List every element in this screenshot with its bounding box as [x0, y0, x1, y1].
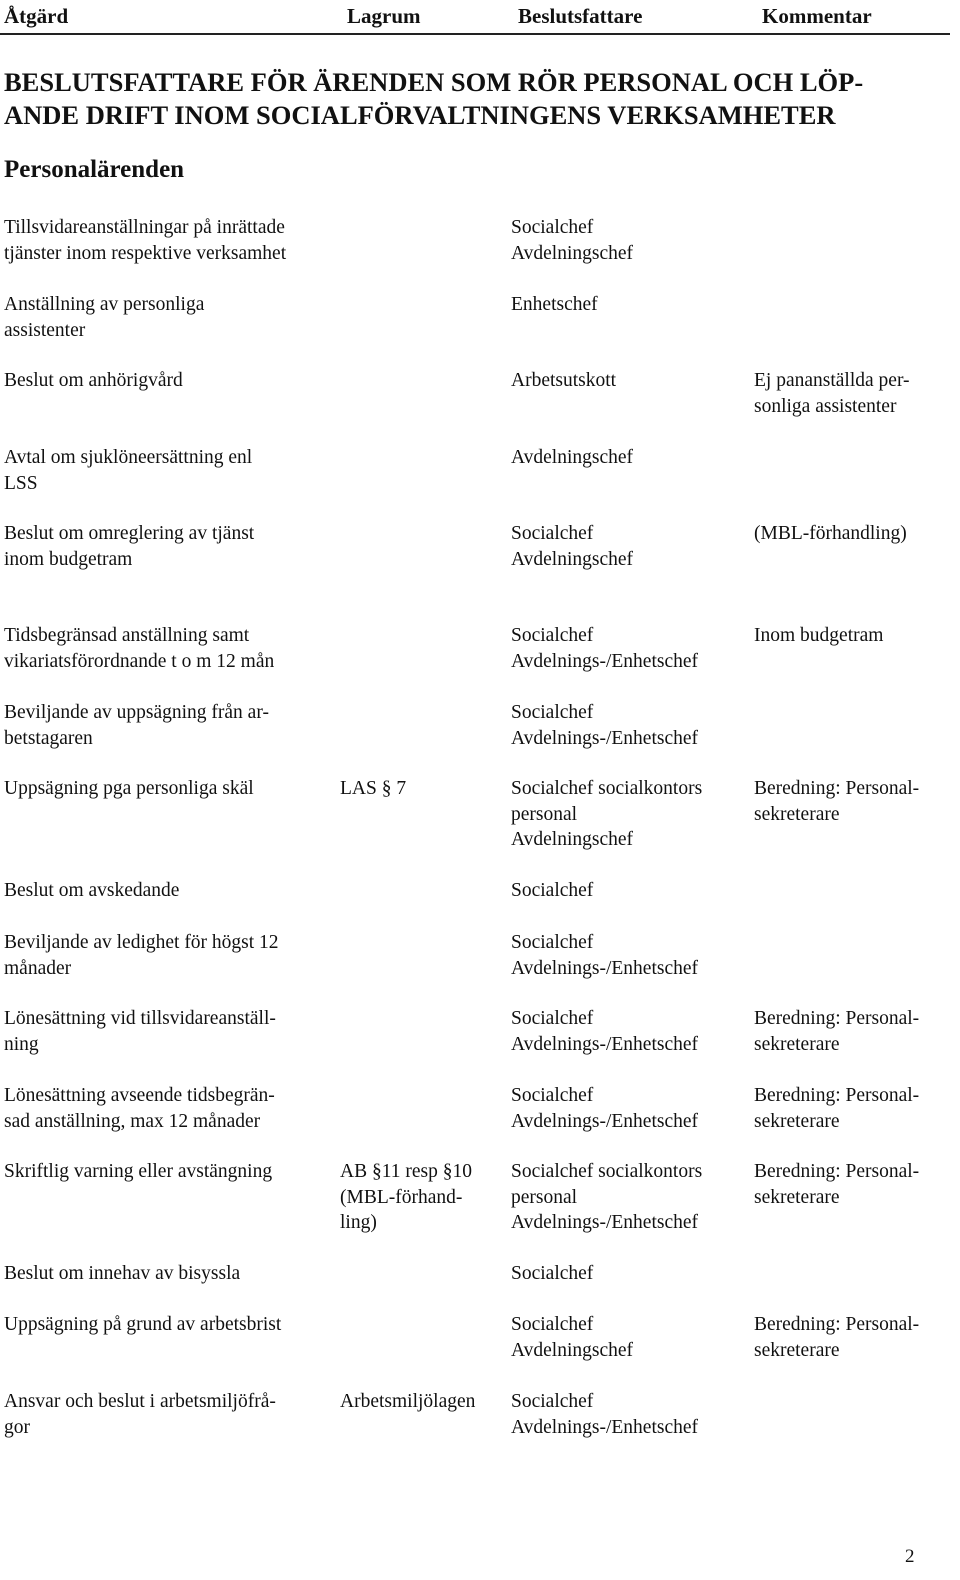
cell-atgard: [4, 1159, 272, 1185]
cell-lagrum: [340, 1389, 475, 1415]
cell-beslutsfattare-line: Enhetschef: [511, 294, 598, 315]
cell-atgard-line: ning: [4, 1033, 39, 1055]
cell-kommentar: [754, 1312, 919, 1363]
cell-atgard: [4, 1389, 276, 1440]
cell-atgard-line: inom budgetram: [4, 548, 133, 570]
column-header-kommentar: Kommentar: [762, 4, 872, 28]
cell-beslutsfattare-line: Avdelnings-/Enhetschef: [511, 1033, 699, 1055]
cell-kommentar: [754, 1083, 919, 1134]
cell-kommentar: [754, 1006, 919, 1057]
cell-atgard: [4, 1312, 281, 1338]
cell-atgard-line: månader: [4, 957, 72, 979]
cell-kommentar-line: Beredning: Personal-: [754, 1161, 920, 1182]
cell-atgard-line: Uppsägning på grund av arbetsbrist: [4, 1314, 282, 1335]
cell-atgard-line: Tillsvidareanställningar på inrättade: [4, 217, 285, 238]
cell-atgard-line: LSS: [4, 472, 38, 494]
cell-beslutsfattare-line: Arbetsutskott: [511, 370, 617, 391]
cell-beslutsfattare-line: Socialchef: [511, 217, 594, 238]
cell-atgard-line: Beviljande av uppsägning från ar-: [4, 702, 269, 723]
cell-atgard-line: Uppsägning pga personliga skäl: [4, 778, 254, 799]
cell-atgard-line: Anställning av personliga: [4, 294, 205, 315]
cell-kommentar-line: sekreterare: [754, 803, 840, 825]
cell-beslutsfattare-line: Socialchef socialkontors: [511, 1161, 703, 1182]
cell-atgard: [4, 215, 286, 266]
section-heading: Personalärenden: [4, 156, 185, 183]
cell-beslutsfattare-line: Avdelnings-/Enhetschef: [511, 957, 699, 979]
cell-beslutsfattare-line: personal: [511, 1186, 578, 1208]
cell-beslutsfattare-line: Socialchef: [511, 1314, 594, 1335]
cell-beslutsfattare-line: Socialchef socialkontors: [511, 778, 703, 799]
cell-atgard: [4, 445, 252, 496]
cell-beslutsfattare: [511, 1006, 698, 1057]
cell-kommentar-line: sekreterare: [754, 1339, 840, 1361]
cell-beslutsfattare-line: Socialchef: [511, 702, 594, 723]
cell-kommentar-line: sekreterare: [754, 1186, 840, 1208]
cell-kommentar-line: sekreterare: [754, 1033, 840, 1055]
cell-atgard-line: Ansvar och beslut i arbetsmiljöfrå-: [4, 1391, 276, 1412]
cell-beslutsfattare: [511, 878, 593, 904]
cell-beslutsfattare-line: Socialchef: [511, 1085, 594, 1106]
cell-atgard: [4, 1261, 240, 1287]
cell-beslutsfattare: [511, 445, 633, 471]
cell-atgard-line: sad anställning, max 12 månader: [4, 1110, 261, 1132]
cell-atgard: [4, 292, 204, 343]
cell-atgard-line: vikariatsförordnande t o m 12 mån: [4, 650, 275, 672]
cell-lagrum: [340, 776, 406, 802]
cell-beslutsfattare-line: Socialchef: [511, 523, 594, 544]
cell-kommentar: [754, 623, 883, 649]
cell-kommentar-line: Beredning: Personal-: [754, 1085, 920, 1106]
cell-kommentar-line: Beredning: Personal-: [754, 778, 920, 799]
cell-atgard-line: assistenter: [4, 319, 86, 341]
cell-beslutsfattare: [511, 368, 616, 394]
cell-beslutsfattare-line: Avdelningschef: [511, 1339, 634, 1361]
cell-atgard: [4, 1083, 275, 1134]
cell-atgard: [4, 521, 254, 572]
cell-beslutsfattare: [511, 1159, 702, 1236]
cell-atgard: [4, 368, 183, 394]
cell-beslutsfattare: [511, 930, 698, 981]
document-title-line-2: ANDE DRIFT INOM SOCIALFÖRVALTNINGENS VERKSAMHETER: [4, 100, 836, 130]
cell-beslutsfattare-line: Avdelnings-/Enhetschef: [511, 1212, 699, 1234]
cell-atgard-line: Beslut om omreglering av tjänst: [4, 523, 255, 544]
cell-lagrum-line: Arbetsmiljölagen: [340, 1391, 476, 1412]
page-number: 2: [905, 1546, 915, 1567]
cell-kommentar: [754, 521, 907, 547]
cell-atgard-line: Avtal om sjuklöneersättning enl: [4, 447, 253, 468]
cell-kommentar: [754, 368, 910, 419]
column-header-lagrum: Lagrum: [347, 4, 421, 28]
cell-beslutsfattare-line: Avdelnings-/Enhetschef: [511, 1110, 699, 1132]
cell-lagrum-line: (MBL-förhand-: [340, 1186, 463, 1208]
cell-atgard-line: Beslut om anhörigvård: [4, 370, 183, 391]
cell-beslutsfattare: [511, 1312, 633, 1363]
cell-lagrum: [340, 1159, 472, 1236]
cell-beslutsfattare-line: Socialchef: [511, 1263, 594, 1284]
cell-beslutsfattare: [511, 623, 698, 674]
cell-atgard: [4, 776, 254, 802]
cell-lagrum-line: AB §11 resp §10: [340, 1161, 472, 1182]
cell-beslutsfattare-line: personal: [511, 803, 578, 825]
cell-atgard-line: Tidsbegränsad anställning samt: [4, 625, 250, 646]
cell-atgard-line: Lönesättning vid tillsvidareanställ-: [4, 1008, 276, 1029]
cell-kommentar-line: Beredning: Personal-: [754, 1008, 920, 1029]
cell-kommentar-line: sekreterare: [754, 1110, 840, 1132]
cell-beslutsfattare: [511, 1083, 698, 1134]
cell-beslutsfattare-line: Avdelningschef: [511, 548, 634, 570]
cell-lagrum-line: ling): [340, 1212, 377, 1234]
cell-atgard: [4, 1006, 276, 1057]
cell-beslutsfattare: [511, 521, 633, 572]
cell-atgard-line: Skriftlig varning eller avstängning: [4, 1161, 273, 1182]
cell-kommentar-line: (MBL-förhandling): [754, 523, 907, 544]
cell-atgard-line: Beslut om innehav av bisyssla: [4, 1263, 241, 1284]
cell-beslutsfattare-line: Socialchef: [511, 1008, 594, 1029]
cell-beslutsfattare-line: Socialchef: [511, 880, 594, 901]
cell-beslutsfattare-line: Avdelnings-/Enhetschef: [511, 650, 699, 672]
cell-beslutsfattare-line: Avdelningschef: [511, 242, 634, 264]
cell-beslutsfattare-line: Socialchef: [511, 625, 594, 646]
cell-beslutsfattare: [511, 215, 633, 266]
cell-atgard-line: Beviljande av ledighet för högst 12: [4, 932, 279, 953]
cell-kommentar-line: Inom budgetram: [754, 625, 884, 646]
cell-beslutsfattare: [511, 1389, 698, 1440]
cell-beslutsfattare-line: Avdelningschef: [511, 829, 634, 851]
cell-kommentar-line: Beredning: Personal-: [754, 1314, 920, 1335]
cell-kommentar-line: Ej pananställda per-: [754, 370, 910, 391]
cell-lagrum-line: LAS § 7: [340, 778, 407, 799]
cell-kommentar-line: sonliga assistenter: [754, 395, 897, 417]
cell-kommentar: [754, 776, 919, 827]
cell-atgard: [4, 700, 269, 751]
cell-atgard-line: tjänster inom respektive verksamhet: [4, 242, 287, 264]
cell-beslutsfattare: [511, 776, 702, 853]
cell-kommentar: [754, 1159, 919, 1210]
cell-beslutsfattare-line: Avdelnings-/Enhetschef: [511, 1416, 699, 1438]
cell-beslutsfattare-line: Socialchef: [511, 932, 594, 953]
cell-beslutsfattare-line: Avdelningschef: [511, 447, 634, 468]
cell-beslutsfattare: [511, 292, 598, 318]
cell-atgard-line: Beslut om avskedande: [4, 880, 180, 901]
cell-beslutsfattare-line: Avdelnings-/Enhetschef: [511, 727, 699, 749]
cell-atgard: [4, 930, 279, 981]
cell-beslutsfattare: [511, 700, 698, 751]
column-header-atgard: Åtgärd: [4, 4, 69, 28]
cell-atgard-line: betstagaren: [4, 727, 93, 749]
cell-atgard-line: Lönesättning avseende tidsbegrän-: [4, 1085, 275, 1106]
column-header-beslutsfattare: Beslutsfattare: [518, 4, 643, 28]
cell-atgard-line: gor: [4, 1416, 30, 1438]
cell-beslutsfattare: [511, 1261, 593, 1287]
document-title-line-1: BESLUTSFATTARE FÖR ÄRENDEN SOM RÖR PERSONAL OCH LÖP-: [4, 67, 864, 97]
cell-beslutsfattare-line: Socialchef: [511, 1391, 594, 1412]
cell-atgard: [4, 878, 179, 904]
cell-atgard: [4, 623, 274, 674]
